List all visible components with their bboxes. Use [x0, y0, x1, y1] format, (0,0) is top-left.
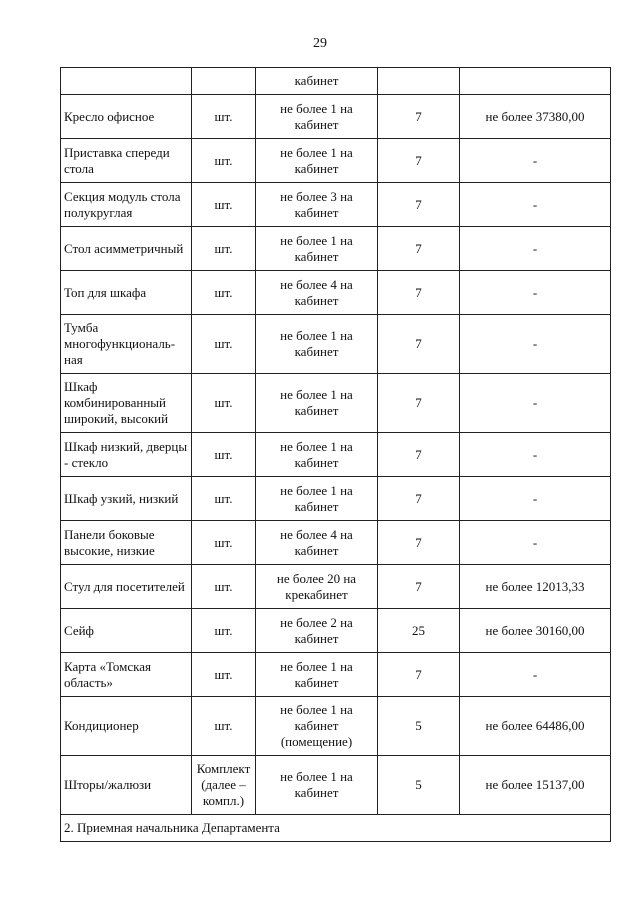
- item-unit: шт.: [192, 433, 256, 477]
- item-price: не более 30160,00: [460, 609, 611, 653]
- table-row: [61, 433, 611, 477]
- table-row: [61, 653, 611, 697]
- item-quantity: 7: [378, 565, 460, 609]
- item-norm: не более 1 на кабинет: [256, 227, 378, 271]
- item-name: Стул для посетителей: [61, 565, 192, 609]
- item-quantity: 7: [378, 315, 460, 374]
- table-row: [61, 183, 611, 227]
- item-norm: не более 4 на кабинет: [256, 521, 378, 565]
- table-row: [61, 95, 611, 139]
- item-quantity: 7: [378, 95, 460, 139]
- item-quantity: 7: [378, 139, 460, 183]
- item-norm: не более 1 на кабинет: [256, 756, 378, 815]
- item-name: Шкаф узкий, низкий: [61, 477, 192, 521]
- section-title: 2. Приемная начальника Департамента: [61, 815, 611, 842]
- item-unit: шт.: [192, 565, 256, 609]
- item-name: [61, 68, 192, 95]
- item-quantity: 7: [378, 477, 460, 521]
- item-norm: не более 1 на кабинет: [256, 653, 378, 697]
- item-unit: Комплект (далее – компл.): [192, 756, 256, 815]
- item-name: Шкаф низкий, дверцы - стекло: [61, 433, 192, 477]
- item-norm: не более 20 на крекабинет: [256, 565, 378, 609]
- item-price: [460, 68, 611, 95]
- table-row: [61, 271, 611, 315]
- item-quantity: 7: [378, 374, 460, 433]
- item-price: -: [460, 227, 611, 271]
- item-unit: шт.: [192, 183, 256, 227]
- table-row: [61, 697, 611, 756]
- item-price: -: [460, 271, 611, 315]
- item-price: не более 15137,00: [460, 756, 611, 815]
- equipment-table: [60, 67, 611, 842]
- table-row: [61, 565, 611, 609]
- item-unit: [192, 68, 256, 95]
- item-name: Панели боковые высокие, низкие: [61, 521, 192, 565]
- item-name: Кондиционер: [61, 697, 192, 756]
- item-unit: шт.: [192, 374, 256, 433]
- item-unit: шт.: [192, 227, 256, 271]
- item-norm: не более 1 на кабинет: [256, 477, 378, 521]
- item-norm: не более 4 на кабинет: [256, 271, 378, 315]
- item-quantity: 7: [378, 183, 460, 227]
- item-name: Сейф: [61, 609, 192, 653]
- table-row: [61, 139, 611, 183]
- item-quantity: 5: [378, 756, 460, 815]
- item-quantity: [378, 68, 460, 95]
- item-unit: шт.: [192, 521, 256, 565]
- item-quantity: 7: [378, 653, 460, 697]
- item-norm: не более 1 на кабинет: [256, 95, 378, 139]
- table-row: [61, 374, 611, 433]
- item-quantity: 7: [378, 227, 460, 271]
- item-norm: кабинет: [256, 68, 378, 95]
- item-name: Шторы/жалюзи: [61, 756, 192, 815]
- table-row: [61, 477, 611, 521]
- item-norm: не более 1 на кабинет: [256, 139, 378, 183]
- item-norm: не более 3 на кабинет: [256, 183, 378, 227]
- item-price: -: [460, 653, 611, 697]
- item-name: Кресло офисное: [61, 95, 192, 139]
- table-row: [61, 756, 611, 815]
- item-name: Секция модуль стола полукруглая: [61, 183, 192, 227]
- item-price: -: [460, 315, 611, 374]
- item-norm: не более 1 на кабинет: [256, 374, 378, 433]
- item-price: не более 37380,00: [460, 95, 611, 139]
- item-quantity: 7: [378, 433, 460, 477]
- item-unit: шт.: [192, 653, 256, 697]
- item-price: не более 12013,33: [460, 565, 611, 609]
- item-name: Приставка спереди стола: [61, 139, 192, 183]
- item-price: -: [460, 521, 611, 565]
- item-price: -: [460, 374, 611, 433]
- item-price: не более 64486,00: [460, 697, 611, 756]
- item-price: -: [460, 139, 611, 183]
- item-name: Карта «Томская область»: [61, 653, 192, 697]
- item-name: Тумба многофункциональ-ная: [61, 315, 192, 374]
- item-norm: не более 1 на кабинет: [256, 315, 378, 374]
- item-unit: шт.: [192, 315, 256, 374]
- item-quantity: 5: [378, 697, 460, 756]
- item-name: Стол асимметричный: [61, 227, 192, 271]
- item-unit: шт.: [192, 609, 256, 653]
- table-row: [61, 609, 611, 653]
- item-price: -: [460, 433, 611, 477]
- item-norm: не более 2 на кабинет: [256, 609, 378, 653]
- item-price: -: [460, 183, 611, 227]
- item-quantity: 25: [378, 609, 460, 653]
- table-row: [61, 227, 611, 271]
- table-row: [61, 521, 611, 565]
- item-norm: не более 1 на кабинет: [256, 433, 378, 477]
- item-unit: шт.: [192, 139, 256, 183]
- item-norm: не более 1 на кабинет (помещение): [256, 697, 378, 756]
- item-quantity: 7: [378, 271, 460, 315]
- item-name: Шкаф комбинированный широкий, высокий: [61, 374, 192, 433]
- section-header-row: [61, 815, 611, 842]
- item-unit: шт.: [192, 271, 256, 315]
- table-row: [61, 315, 611, 374]
- item-unit: шт.: [192, 697, 256, 756]
- item-quantity: 7: [378, 521, 460, 565]
- item-unit: шт.: [192, 477, 256, 521]
- table-row: [61, 68, 611, 95]
- item-price: -: [460, 477, 611, 521]
- item-name: Топ для шкафа: [61, 271, 192, 315]
- item-unit: шт.: [192, 95, 256, 139]
- page-number: 29: [313, 36, 327, 51]
